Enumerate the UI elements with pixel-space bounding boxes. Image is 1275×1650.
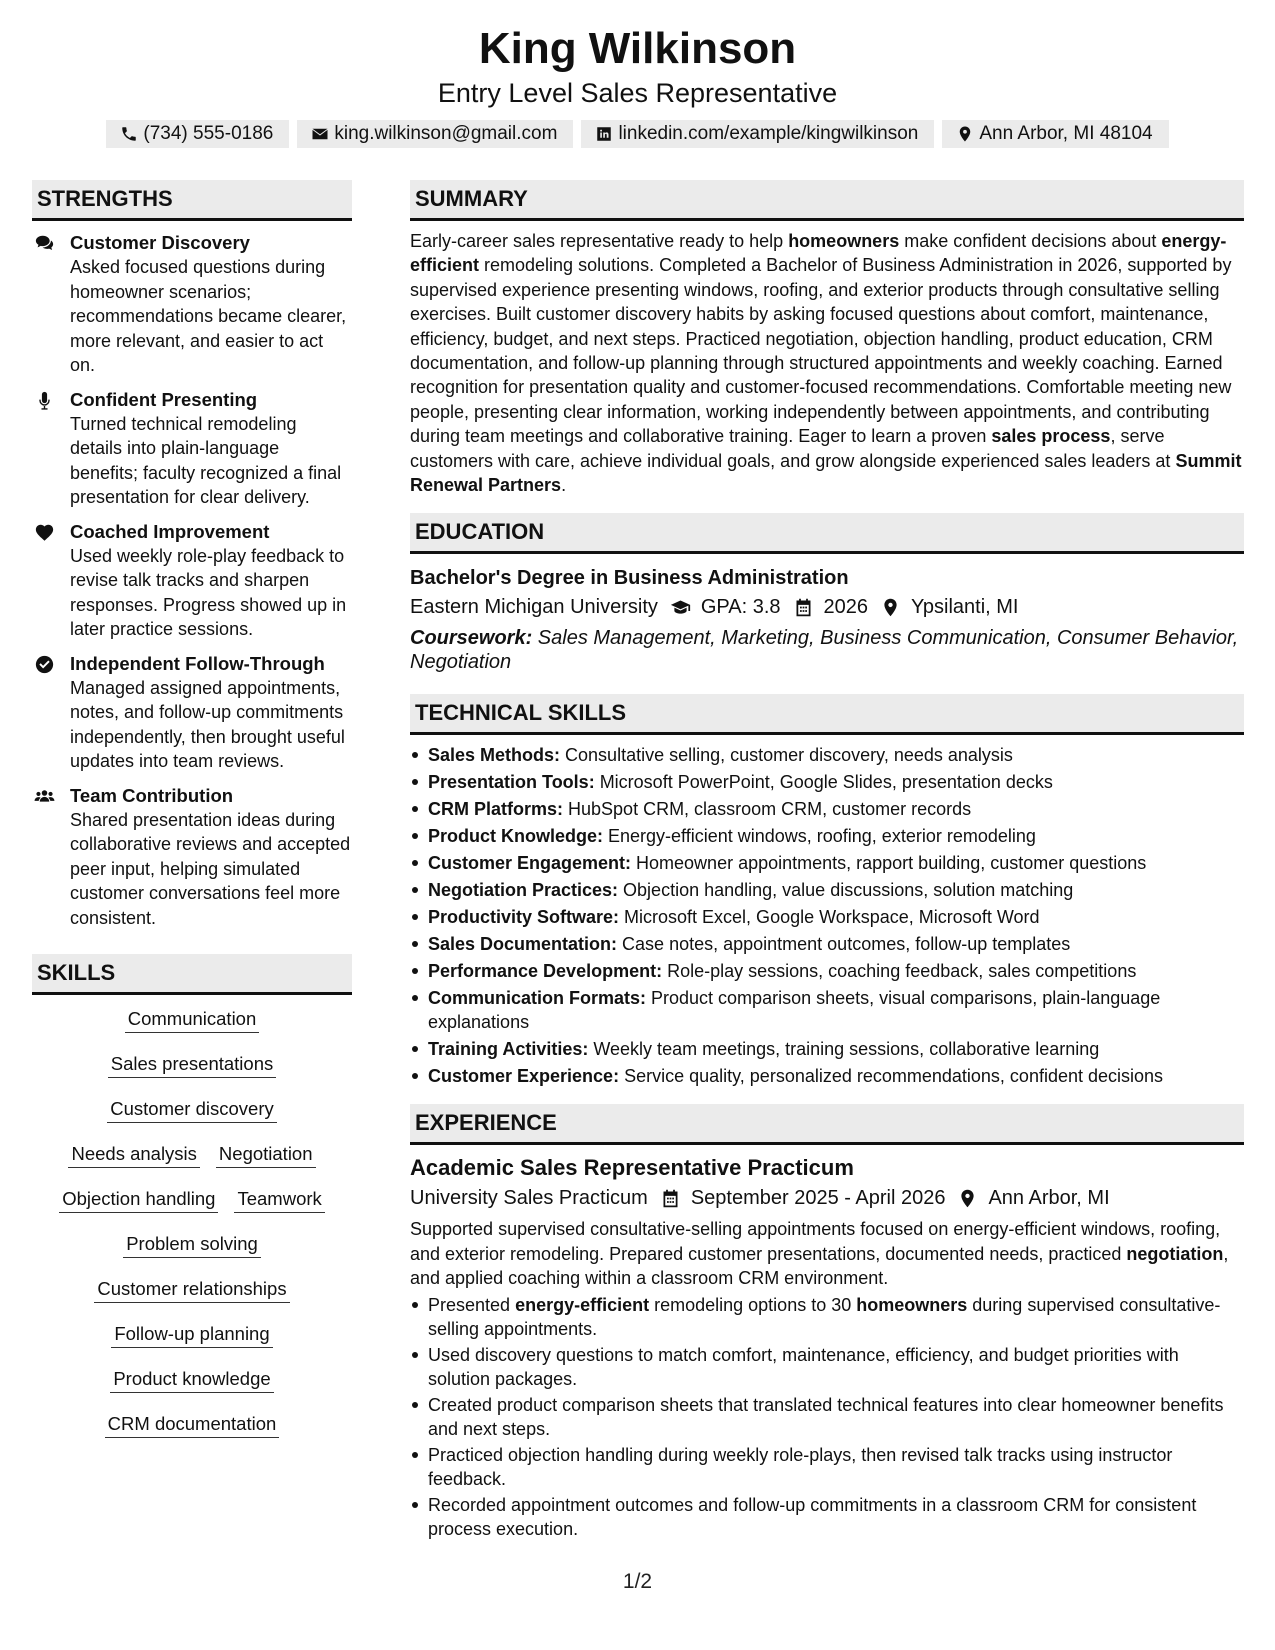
- grad-year: 2026: [823, 596, 869, 619]
- envelope-icon: [311, 125, 329, 143]
- left-column: [32, 180, 352, 1455]
- skill-tag: Sales presentations: [108, 1050, 277, 1078]
- skill-tag: Teamwork: [234, 1185, 324, 1213]
- phone-icon: [120, 125, 138, 143]
- tech-skill-label: Sales Documentation:: [428, 934, 618, 955]
- skill-tag: Customer relationships: [94, 1275, 289, 1303]
- linkedin-icon: [595, 125, 613, 143]
- strength-item: [32, 231, 352, 378]
- skill-tag: Communication: [125, 1005, 260, 1033]
- page-number: 1/2: [622, 1570, 653, 1593]
- text-run: , and applied coaching within a classroom CRM environment.: [410, 1243, 1229, 1289]
- job-description: [410, 1217, 1244, 1291]
- tech-skill-value: Service quality, personalized recommendations, confident decisions: [619, 1066, 1164, 1087]
- coursework-list: Sales Management, Marketing, Business Communication, Consumer Behavior, Negotiation: [410, 627, 1239, 674]
- tech-skill-value: Objection handling, value discussions, solution matching: [618, 880, 1074, 901]
- gpa: GPA: 3.8: [700, 596, 781, 619]
- strength-desc: Asked focused questions during homeowner scenarios; recommendations became clearer, more relevant, and easier to act on.: [70, 257, 347, 375]
- strength-title: Customer Discovery: [70, 232, 250, 253]
- microphone-icon: [34, 391, 55, 410]
- strength-desc: Turned technical remodeling details into plain-language benefits; faculty recognized a final presentation for clear delivery.: [70, 413, 342, 507]
- users-icon: [34, 787, 55, 806]
- bold-text: negotiation: [1126, 1243, 1224, 1264]
- skill-tag: Product knowledge: [110, 1365, 273, 1393]
- tech-skill-value: Role-play sessions, coaching feedback, sales competitions: [662, 961, 1137, 982]
- education-heading: EDUCATION: [410, 513, 1244, 554]
- contact-phone-text: (734) 555-0186: [143, 123, 274, 144]
- list-item: [410, 1493, 1244, 1542]
- calendar-icon: [793, 597, 814, 618]
- tech-skill-value: Consultative selling, customer discovery, needs analysis: [560, 745, 1013, 766]
- tech-skill-label: Training Activities:: [428, 1039, 589, 1060]
- strength-item: [32, 520, 352, 642]
- skill-tag: Negotiation: [216, 1140, 316, 1168]
- tech-skill-label: Performance Development:: [428, 961, 663, 982]
- list-item: [410, 1064, 1244, 1088]
- skill-tag: Problem solving: [123, 1230, 261, 1258]
- tech-skill-value: Weekly team meetings, training sessions, collaborative learning: [588, 1039, 1100, 1060]
- tech-skill-label: Sales Methods:: [428, 745, 561, 766]
- strength-desc: Used weekly role-play feedback to revise talk tracks and sharpen responses. Progress showed up in later practice sessions.: [70, 545, 347, 639]
- list-item: [410, 1293, 1244, 1342]
- tech-skill-value: HubSpot CRM, classroom CRM, customer records: [563, 799, 972, 820]
- strength-item: [32, 784, 352, 931]
- strength-desc: Managed assigned appointments, notes, and follow-up commitments independently, then brought useful updates into team reviews.: [70, 677, 345, 771]
- contact-linkedin[interactable]: [581, 120, 934, 148]
- tech-skill-value: Product comparison sheets, visual comparisons, plain-language explanations: [428, 988, 1161, 1033]
- strength-title: Confident Presenting: [70, 388, 258, 410]
- school-location: Ypsilanti, MI: [911, 596, 1019, 619]
- text-run: Created product comparison sheets that translated technical features into clear homeowner benefits and next steps.: [428, 1394, 1224, 1440]
- strengths-heading: STRENGTHS: [32, 180, 352, 221]
- job-title: Academic Sales Representative Practicum: [410, 1155, 854, 1181]
- job-bullets: [410, 1293, 1244, 1542]
- skill-tag: Objection handling: [59, 1185, 218, 1213]
- text-run: Presented: [428, 1294, 516, 1315]
- tech-skill-value: Microsoft PowerPoint, Google Slides, presentation decks: [594, 772, 1053, 793]
- strength-desc: Shared presentation ideas during collaborative reviews and accepted peer input, helping simulated customer conversations feel more consistent.: [70, 809, 351, 928]
- resume-header: [0, 22, 1275, 148]
- bold-text: sales process: [991, 426, 1111, 447]
- calendar-icon: [660, 1188, 681, 1209]
- list-item: [410, 797, 1244, 821]
- bold-text: homeowners: [856, 1294, 968, 1315]
- technical-skills-heading: TECHNICAL SKILLS: [410, 694, 1244, 735]
- technical-skills-list: [410, 743, 1244, 1088]
- candidate-title: Entry Level Sales Representative: [437, 78, 838, 108]
- strength-item: [32, 652, 352, 774]
- school-name: Eastern Michigan University: [410, 596, 658, 619]
- comments-icon: [34, 234, 55, 253]
- text-run: during supervised consultative-selling appointments.: [428, 1294, 1221, 1340]
- list-item: [410, 770, 1244, 794]
- skill-tag: CRM documentation: [105, 1410, 280, 1438]
- list-item: [410, 932, 1244, 956]
- tech-skill-label: CRM Platforms:: [428, 799, 564, 820]
- graduation-cap-icon: [670, 597, 691, 618]
- list-item: [410, 851, 1244, 875]
- text-run: remodeling options to 30: [649, 1294, 857, 1315]
- list-item: [410, 1393, 1244, 1442]
- text-run: make confident decisions about: [899, 231, 1162, 251]
- degree-title: Bachelor's Degree in Business Administration: [410, 567, 849, 590]
- job-dates: September 2025 - April 2026: [690, 1187, 946, 1210]
- text-run: Used discovery questions to match comfort, maintenance, efficiency, and budget priorities with solution packages.: [428, 1344, 1179, 1390]
- map-pin-icon: [956, 125, 974, 143]
- list-item: [410, 959, 1244, 983]
- list-item: [410, 824, 1244, 848]
- summary-heading: SUMMARY: [410, 180, 1244, 221]
- list-item: [410, 1443, 1244, 1492]
- skills-heading: SKILLS: [32, 954, 352, 995]
- strength-title: Coached Improvement: [70, 520, 270, 542]
- list-item: [410, 986, 1244, 1034]
- organization: University Sales Practicum: [410, 1187, 648, 1210]
- tech-skill-label: Customer Engagement:: [428, 853, 632, 874]
- strength-title: Team Contribution: [70, 784, 234, 806]
- text-run: Recorded appointment outcomes and follow-up commitments in a classroom CRM for consistent process execution.: [428, 1494, 1197, 1540]
- text-run: .: [561, 475, 567, 496]
- tech-skill-value: Energy-efficient windows, roofing, exterior remodeling: [603, 826, 1036, 847]
- text-run: Supported supervised consultative-selling appointments focused on energy-efficient windows, roofing, and exterior remodeling. Prepared customer presentations, documented needs, practiced: [410, 1219, 1221, 1264]
- experience-meta: [410, 1183, 1244, 1213]
- tech-skill-label: Communication Formats:: [428, 988, 647, 1009]
- coursework-label: Coursework:: [410, 627, 533, 650]
- skills-list: [32, 1005, 352, 1455]
- list-item: [410, 1343, 1244, 1392]
- text-run: Early-career sales representative ready to help: [410, 231, 789, 251]
- strength-title: Independent Follow-Through: [70, 652, 325, 674]
- text-run: remodeling solutions. Completed a Bachelor of Business Administration in 2026, supported by supervised experience presenting windows, roofing, and exterior products through consultative selling exercises. Built customer discovery habits by asking focused questions about comfort, maintenance, efficiency, budget, and next steps. Practiced negotiation, objection handling, product education, CRM documentation, and follow-up planning through structured appointments and weekly coaching. Earned recognition for presentation quality and customer-focused recommendations. Comfortable meeting new people, presenting clear information, working independently between appointments, and contributing during team meetings and collaborative training. Eager to learn a proven: [410, 255, 1232, 447]
- text-run: Practiced objection handling during weekly role-plays, then revised talk tracks using instructor feedback.: [428, 1444, 1173, 1490]
- experience-heading: EXPERIENCE: [410, 1104, 1244, 1145]
- contact-location: [942, 120, 1168, 148]
- list-item: [410, 905, 1244, 929]
- text-run: , serve customers with care, achieve individual goals, and grow alongside experienced sales leaders at: [410, 426, 1176, 471]
- contact-location-text: Ann Arbor, MI 48104: [979, 123, 1153, 144]
- candidate-name: King Wilkinson: [478, 24, 797, 73]
- tech-skill-label: Productivity Software:: [428, 907, 620, 928]
- heart-icon: [34, 523, 55, 542]
- tech-skill-value: Case notes, appointment outcomes, follow-up templates: [617, 934, 1071, 955]
- coursework: [410, 626, 1244, 674]
- job-location: Ann Arbor, MI: [988, 1187, 1110, 1210]
- bold-text: homeowners: [788, 231, 900, 251]
- contact-email[interactable]: [297, 120, 573, 148]
- tech-skill-label: Presentation Tools:: [428, 772, 595, 793]
- tech-skill-label: Negotiation Practices:: [428, 880, 619, 901]
- tech-skill-label: Product Knowledge:: [428, 826, 603, 847]
- right-column: [410, 180, 1244, 1543]
- list-item: [410, 1037, 1244, 1061]
- skill-tag: Follow-up planning: [111, 1320, 272, 1348]
- tech-skill-value: Microsoft Excel, Google Workspace, Microsoft Word: [619, 907, 1040, 928]
- tech-skill-label: Customer Experience:: [428, 1066, 620, 1087]
- map-pin-icon: [880, 597, 901, 618]
- list-item: [410, 743, 1244, 767]
- skill-tag: Needs analysis: [68, 1140, 199, 1168]
- tech-skill-value: Homeowner appointments, rapport building, customer questions: [631, 853, 1147, 874]
- strength-item: [32, 388, 352, 510]
- check-circle-icon: [34, 655, 55, 674]
- bold-text: energy-efficient: [410, 231, 1227, 276]
- contact-linkedin-text: linkedin.com/example/kingwilkinson: [618, 123, 919, 144]
- education-meta: [410, 592, 1244, 622]
- bold-text: energy-efficient: [515, 1294, 650, 1315]
- skill-tag: Customer discovery: [107, 1095, 276, 1123]
- summary-text: [410, 229, 1244, 497]
- list-item: [410, 878, 1244, 902]
- contact-phone[interactable]: [106, 120, 289, 148]
- map-pin-icon: [957, 1188, 978, 1209]
- bold-text: Summit Renewal Partners: [410, 450, 1242, 496]
- contact-email-text: king.wilkinson@gmail.com: [334, 123, 558, 144]
- contact-bar: [0, 120, 1275, 148]
